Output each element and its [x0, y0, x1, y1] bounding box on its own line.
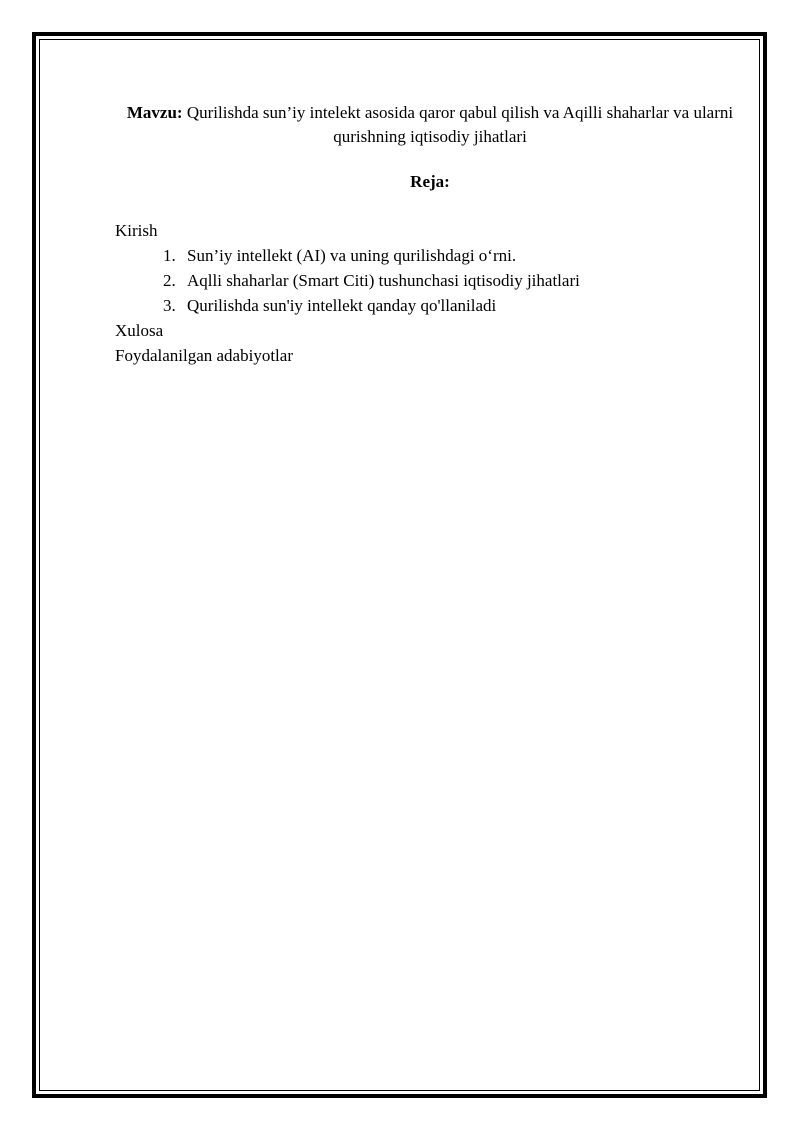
references-line: Foydalanilgan adabiyotlar [115, 346, 293, 365]
list-item-number: 1. [163, 246, 176, 265]
list-item-number: 3. [163, 296, 176, 315]
list-item-text: Qurilishda sun'iy intellekt qanday qo'llaniladi [187, 296, 497, 315]
plan-outline [115, 218, 735, 368]
list-item [115, 293, 735, 318]
page-border-inner [39, 39, 760, 1091]
intro-line: Kirish [115, 221, 158, 240]
list-item-text: Aqlli shaharlar (Smart Citi) tushunchasi iqtisodiy jihatlari [187, 271, 580, 290]
list-item [115, 243, 735, 268]
conclusion-line: Xulosa [115, 321, 164, 340]
list-item-number: 2. [163, 271, 176, 290]
title-label: Mavzu: [126, 103, 183, 122]
list-item-text: Sun’iy intellekt (AI) va uning qurilishdagi o‘rni. [187, 246, 517, 265]
document-title [110, 101, 750, 149]
plan-heading: Reja: [410, 172, 450, 191]
list-item [115, 268, 735, 293]
title-text: Qurilishda sun’iy intelekt asosida qaror qabul qilish va Aqilli shaharlar va ularni qurishning iqtisodiy jihatlari [182, 103, 734, 146]
